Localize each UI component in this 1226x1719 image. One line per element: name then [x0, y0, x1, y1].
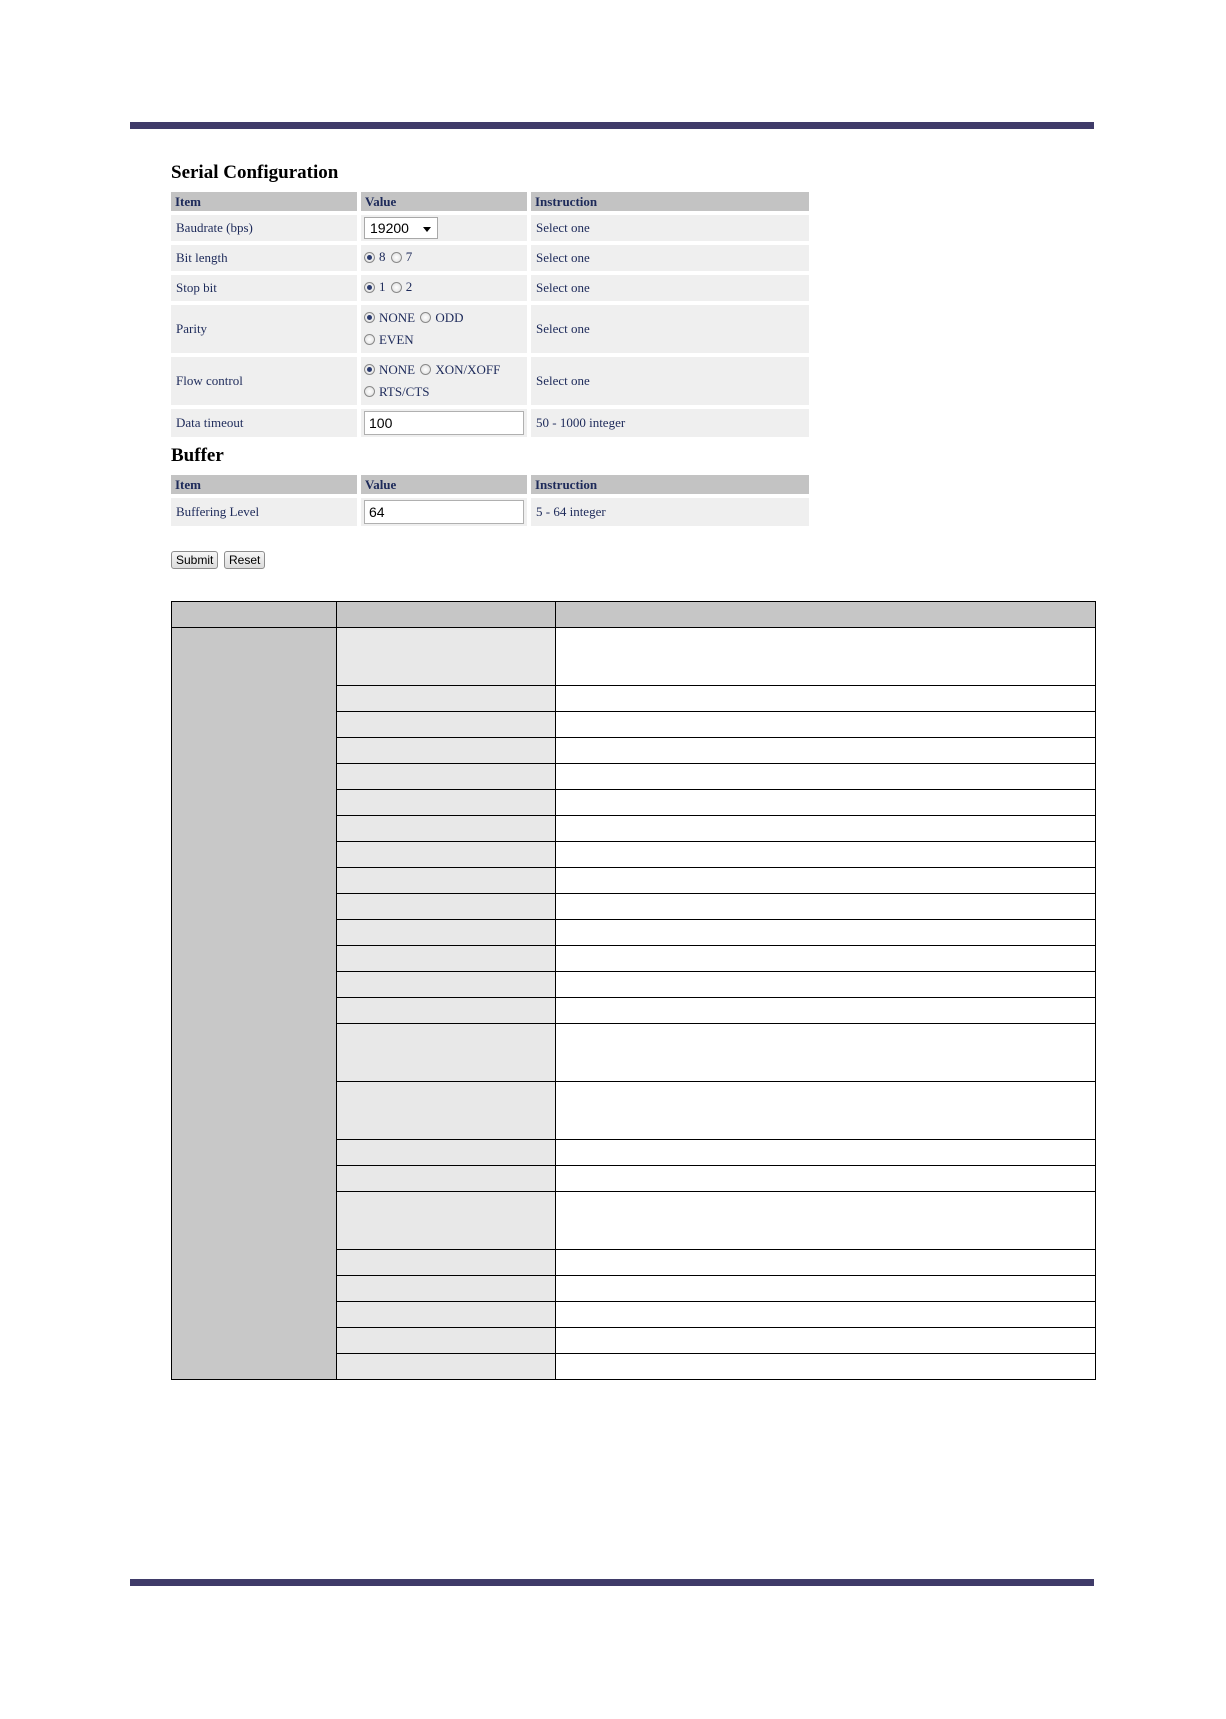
- parity-option-odd[interactable]: ODD: [420, 307, 463, 328]
- grid-item-cell: [337, 712, 556, 738]
- grid-item-cell: [337, 1250, 556, 1276]
- grid-body: [172, 628, 1096, 1380]
- flow-control-label: Flow control: [171, 357, 357, 405]
- bit-length-option-8[interactable]: 8: [364, 249, 386, 265]
- grid-description-cell: [556, 1276, 1096, 1302]
- radio-unchecked-icon: [364, 334, 375, 345]
- stop-bit-option-1[interactable]: 1: [364, 279, 386, 295]
- grid-item-cell: [337, 998, 556, 1024]
- flow-control-option-rts-cts[interactable]: RTS/CTS: [364, 381, 430, 402]
- grid-item-cell: [337, 868, 556, 894]
- header-item: Item: [171, 192, 357, 211]
- row-parity: [171, 305, 809, 353]
- grid-item-cell: [337, 1276, 556, 1302]
- stop-bit-label: Stop bit: [171, 275, 357, 301]
- header-instruction: Instruction: [531, 475, 809, 494]
- grid-item-cell: [337, 1192, 556, 1250]
- reset-button[interactable]: Reset: [224, 551, 265, 569]
- grid-item-cell: [337, 1354, 556, 1380]
- bit-length-option-7[interactable]: 7: [391, 249, 413, 265]
- grid-description-cell: [556, 1024, 1096, 1082]
- grid-description-cell: [556, 972, 1096, 998]
- grid-description-cell: [556, 712, 1096, 738]
- buffering-level-instruction: 5 - 64 integer: [531, 498, 809, 526]
- grid-item-cell: [337, 686, 556, 712]
- table-row: [172, 628, 1096, 686]
- row-stop-bit: [171, 275, 809, 301]
- grid-item-cell: [337, 816, 556, 842]
- grid-description-cell: [556, 790, 1096, 816]
- grid-item-cell: [337, 1140, 556, 1166]
- header-value: Value: [361, 192, 527, 211]
- flow-control-instruction: Select one: [531, 357, 809, 405]
- grid-description-cell: [556, 868, 1096, 894]
- submit-button[interactable]: Submit: [171, 551, 218, 569]
- grid-description-cell: [556, 628, 1096, 686]
- flow-control-option-none[interactable]: NONE: [364, 359, 415, 380]
- grid-item-cell: [337, 790, 556, 816]
- buffering-level-label: Buffering Level: [171, 498, 357, 526]
- radio-checked-icon: [364, 312, 375, 323]
- radio-unchecked-icon: [364, 386, 375, 397]
- grid-item-cell: [337, 738, 556, 764]
- buffer-title: Buffer: [171, 445, 224, 466]
- grid-item-cell: [337, 628, 556, 686]
- grid-description-cell: [556, 894, 1096, 920]
- row-bit-length: [171, 245, 809, 271]
- data-timeout-input[interactable]: 100: [364, 411, 524, 435]
- grid-description-cell: [556, 946, 1096, 972]
- header-row: [171, 192, 809, 211]
- radio-checked-icon: [364, 252, 375, 263]
- grid-description-cell: [556, 998, 1096, 1024]
- grid-description-cell: [556, 686, 1096, 712]
- radio-unchecked-icon: [420, 312, 431, 323]
- bit-length-instruction: Select one: [531, 245, 809, 271]
- stop-bit-instruction: Select one: [531, 275, 809, 301]
- grid-description-cell: [556, 1250, 1096, 1276]
- grid-description-cell: [556, 842, 1096, 868]
- parity-instruction: Select one: [531, 305, 809, 353]
- baudrate-selected-value: 19200: [370, 220, 409, 236]
- grid-item-cell: [337, 894, 556, 920]
- grid-header-row: [172, 602, 1096, 628]
- grid-item-cell: [337, 1082, 556, 1140]
- grid-item-cell: [337, 842, 556, 868]
- data-timeout-instruction: 50 - 1000 integer: [531, 409, 809, 437]
- row-data-timeout: [171, 409, 809, 437]
- grid-item-cell: [337, 1302, 556, 1328]
- radio-unchecked-icon: [391, 252, 402, 263]
- grid-header-cell: [172, 602, 337, 628]
- parity-option-even[interactable]: EVEN: [364, 329, 414, 350]
- buffering-level-input[interactable]: 64: [364, 500, 524, 524]
- grid-category-cell: [172, 628, 337, 1380]
- grid-description-cell: [556, 764, 1096, 790]
- grid-description-cell: [556, 1166, 1096, 1192]
- parity-label: Parity: [171, 305, 357, 353]
- grid-description-cell: [556, 920, 1096, 946]
- header-item: Item: [171, 475, 357, 494]
- header-row: [171, 475, 809, 494]
- grid-item-cell: [337, 1024, 556, 1082]
- page-bottom-rule: [130, 1579, 1094, 1586]
- radio-checked-icon: [364, 364, 375, 375]
- grid-description-cell: [556, 1140, 1096, 1166]
- grid-item-cell: [337, 764, 556, 790]
- flow-control-option-xon-xoff[interactable]: XON/XOFF: [420, 359, 500, 380]
- grid-description-cell: [556, 1354, 1096, 1380]
- grid-description-cell: [556, 738, 1096, 764]
- buffer-table: [167, 471, 813, 530]
- data-timeout-label: Data timeout: [171, 409, 357, 437]
- serial-config-table: [167, 188, 813, 441]
- grid-description-cell: [556, 1328, 1096, 1354]
- header-instruction: Instruction: [531, 192, 809, 211]
- page-top-rule: [130, 122, 1094, 129]
- grid-description-cell: [556, 1192, 1096, 1250]
- stop-bit-option-2[interactable]: 2: [391, 279, 413, 295]
- chevron-down-icon: [423, 227, 431, 232]
- baudrate-instruction: Select one: [531, 215, 809, 241]
- bit-length-label: Bit length: [171, 245, 357, 271]
- grid-item-cell: [337, 1166, 556, 1192]
- grid-item-cell: [337, 920, 556, 946]
- grid-description-cell: [556, 816, 1096, 842]
- grid-header-cell: [556, 602, 1096, 628]
- row-flow-control: [171, 357, 809, 405]
- baudrate-select[interactable]: [364, 217, 438, 239]
- row-baudrate: [171, 215, 809, 241]
- header-value: Value: [361, 475, 527, 494]
- serial-config-title: Serial Configuration: [171, 162, 339, 183]
- grid-item-cell: [337, 972, 556, 998]
- grid-description-cell: [556, 1302, 1096, 1328]
- parity-option-none[interactable]: NONE: [364, 307, 415, 328]
- description-table: [171, 601, 1096, 1380]
- grid-item-cell: [337, 946, 556, 972]
- grid-description-cell: [556, 1082, 1096, 1140]
- row-buffering-level: [171, 498, 809, 526]
- grid-header-cell: [337, 602, 556, 628]
- grid-item-cell: [337, 1328, 556, 1354]
- radio-checked-icon: [364, 282, 375, 293]
- radio-unchecked-icon: [391, 282, 402, 293]
- baudrate-label: Baudrate (bps): [171, 215, 357, 241]
- radio-unchecked-icon: [420, 364, 431, 375]
